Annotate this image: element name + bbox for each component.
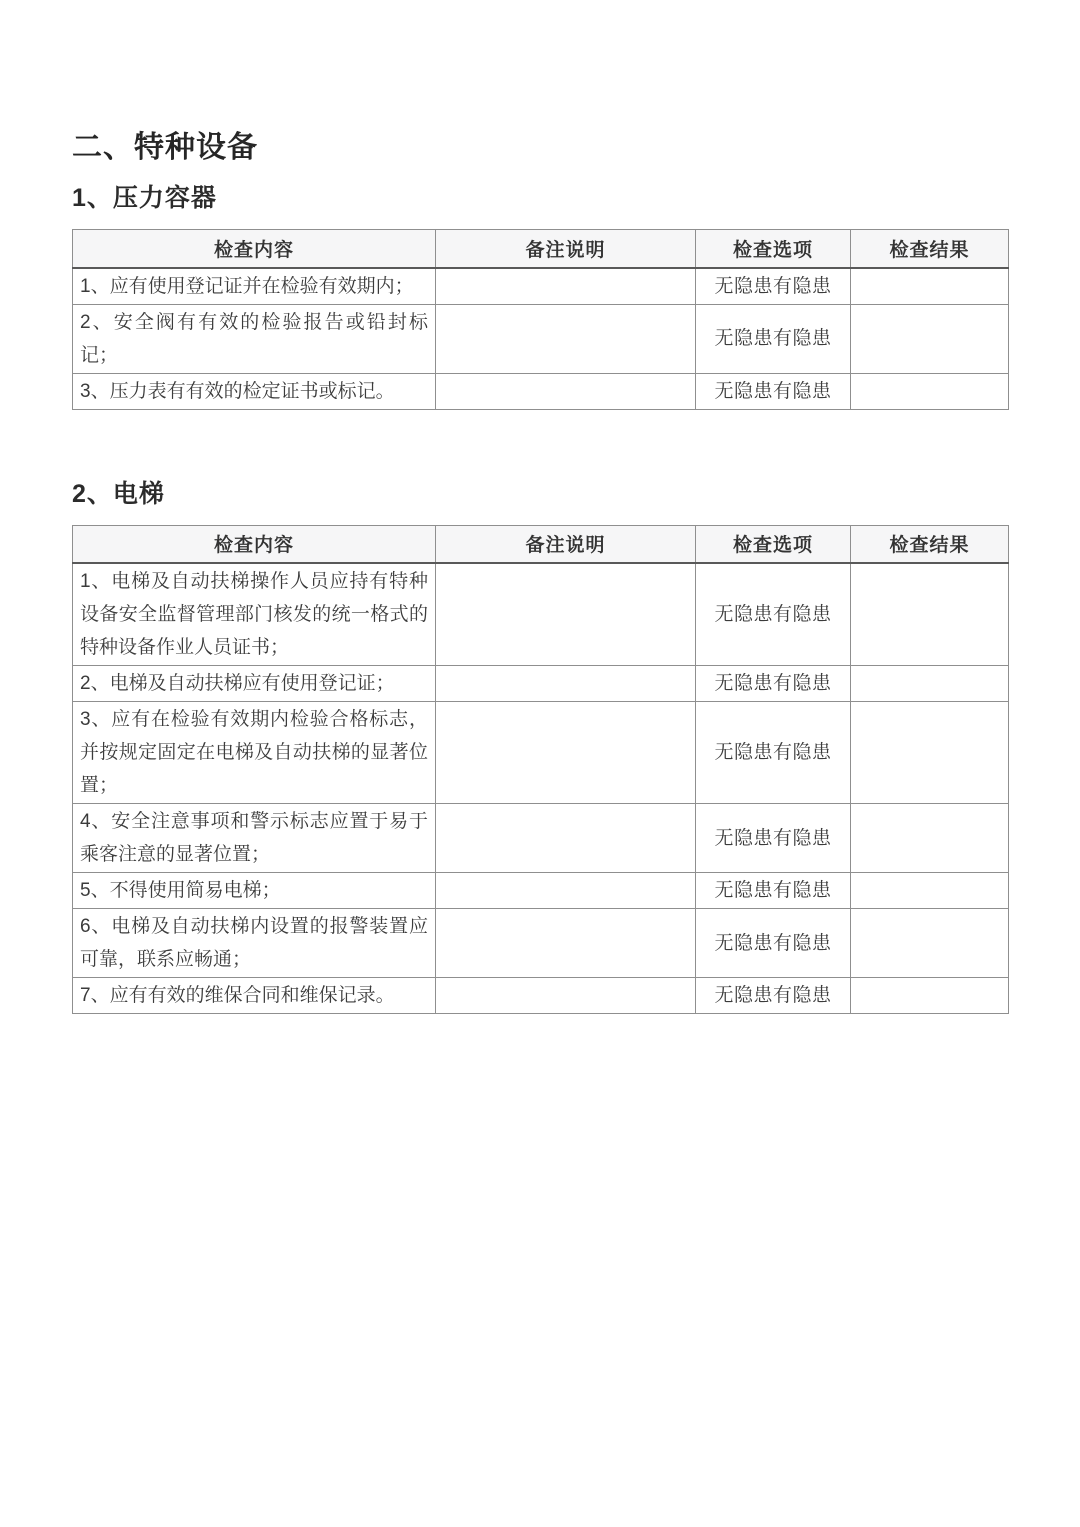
column-header: 检查内容 <box>73 230 436 268</box>
note-cell <box>436 563 696 666</box>
table-row <box>73 909 1009 978</box>
inspection-option-cell: 无隐患有隐患 <box>696 978 851 1014</box>
inspection-content-cell: 7、应有有效的维保合同和维保记录。 <box>73 978 436 1014</box>
note-cell <box>436 702 696 804</box>
column-header: 备注说明 <box>436 230 696 268</box>
inspection-option-cell: 无隐患有隐患 <box>696 804 851 873</box>
inspection-result-cell <box>851 563 1009 666</box>
table-row <box>73 702 1009 804</box>
note-cell <box>436 666 696 702</box>
inspection-content-cell: 3、应有在检验有效期内检验合格标志，并按规定固定在电梯及自动扶梯的显著位置； <box>73 702 436 804</box>
inspection-result-cell <box>851 268 1009 305</box>
table-header-row <box>73 525 1009 563</box>
table-row <box>73 873 1009 909</box>
inspection-option-cell: 无隐患有隐患 <box>696 304 851 373</box>
table-row <box>73 804 1009 873</box>
note-cell <box>436 268 696 305</box>
inspection-content-cell: 1、应有使用登记证并在检验有效期内； <box>73 268 436 305</box>
inspection-option-cell: 无隐患有隐患 <box>696 873 851 909</box>
inspection-table-elevator <box>72 525 1009 1015</box>
column-header: 检查选项 <box>696 525 851 563</box>
table-row <box>73 373 1009 409</box>
table-row <box>73 304 1009 373</box>
section-title: 二、特种设备 <box>72 131 258 164</box>
inspection-option-cell: 无隐患有隐患 <box>696 268 851 305</box>
inspection-option-cell: 无隐患有隐患 <box>696 373 851 409</box>
inspection-result-cell <box>851 373 1009 409</box>
inspection-content-cell: 1、电梯及自动扶梯操作人员应持有特种设备安全监督管理部门核发的统一格式的特种设备作业人员证书； <box>73 563 436 666</box>
inspection-content-cell: 3、压力表有有效的检定证书或标记。 <box>73 373 436 409</box>
table-row <box>73 563 1009 666</box>
table-row <box>73 978 1009 1014</box>
table-row <box>73 666 1009 702</box>
inspection-content-cell: 2、电梯及自动扶梯应有使用登记证； <box>73 666 436 702</box>
inspection-option-cell: 无隐患有隐患 <box>696 666 851 702</box>
inspection-option-cell: 无隐患有隐患 <box>696 909 851 978</box>
subsection-title-elevator: 2、电梯 <box>72 479 165 508</box>
inspection-option-cell: 无隐患有隐患 <box>696 563 851 666</box>
table-row <box>73 268 1009 305</box>
inspection-content-cell: 2、安全阀有有效的检验报告或铅封标记； <box>73 304 436 373</box>
column-header: 检查选项 <box>696 230 851 268</box>
note-cell <box>436 909 696 978</box>
subsection-title-pressure-vessel: 1、压力容器 <box>72 184 217 212</box>
inspection-result-cell <box>851 804 1009 873</box>
column-header: 检查结果 <box>851 230 1009 268</box>
inspection-content-cell: 5、不得使用简易电梯； <box>73 873 436 909</box>
note-cell <box>436 978 696 1014</box>
inspection-result-cell <box>851 666 1009 702</box>
inspection-result-cell <box>851 873 1009 909</box>
column-header: 检查结果 <box>851 525 1009 563</box>
note-cell <box>436 873 696 909</box>
inspection-result-cell <box>851 978 1009 1014</box>
inspection-content-cell: 6、电梯及自动扶梯内设置的报警装置应可靠，联系应畅通； <box>73 909 436 978</box>
column-header: 检查内容 <box>73 525 436 563</box>
inspection-result-cell <box>851 304 1009 373</box>
inspection-content-cell: 4、安全注意事项和警示标志应置于易于乘客注意的显著位置； <box>73 804 436 873</box>
note-cell <box>436 804 696 873</box>
note-cell <box>436 373 696 409</box>
table-header-row <box>73 230 1009 268</box>
note-cell <box>436 304 696 373</box>
inspection-table-pressure-vessel <box>72 229 1009 410</box>
column-header: 备注说明 <box>436 525 696 563</box>
inspection-option-cell: 无隐患有隐患 <box>696 702 851 804</box>
inspection-result-cell <box>851 909 1009 978</box>
inspection-result-cell <box>851 702 1009 804</box>
